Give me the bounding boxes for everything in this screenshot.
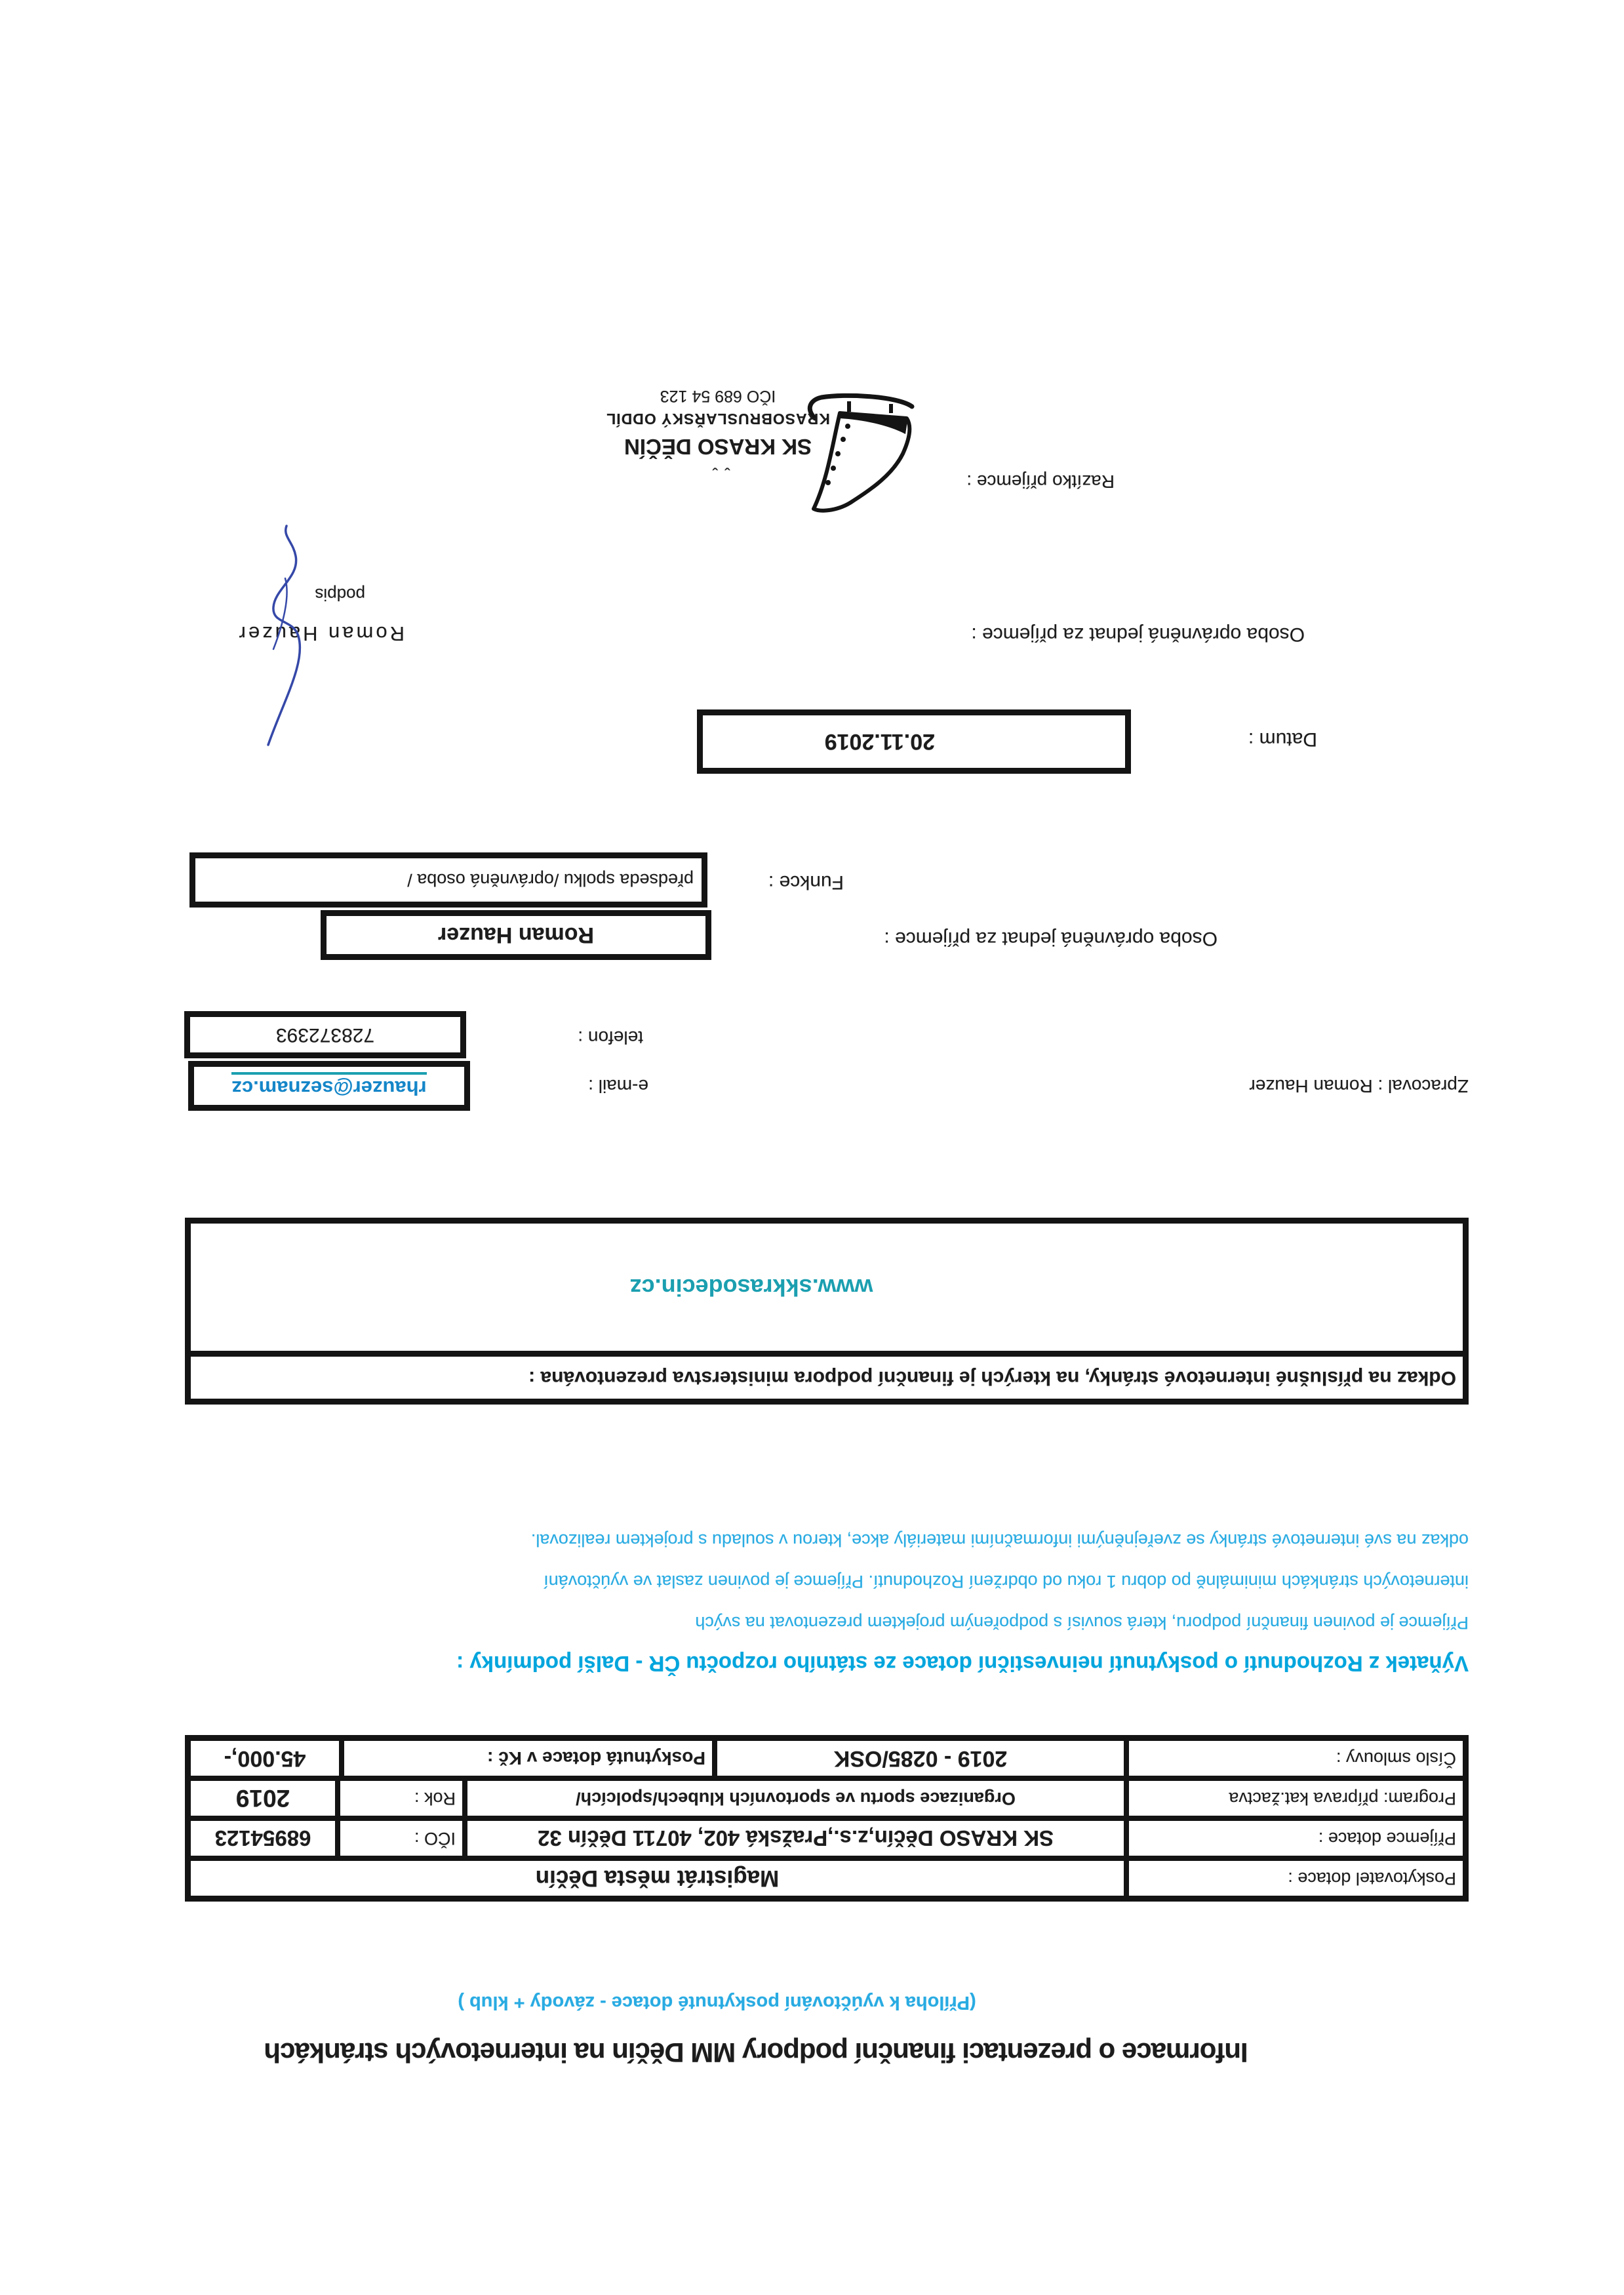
function-label: Funkce : bbox=[768, 871, 844, 893]
stamp-section-name: KRASOBRUSLAŘSKÝ ODDÍL bbox=[606, 410, 830, 428]
authorized-person-label: Osoba oprávněná jednat za příjemce : bbox=[884, 928, 1218, 949]
excerpt-line: internetových stránkách minimálně po dobru 1 roku od obdržení Rozhodnutí. Příjemce je povinen zaslat ve vyúčtování bbox=[544, 1572, 1469, 1591]
table-row bbox=[191, 1856, 1463, 1896]
date-label: Datum : bbox=[1248, 728, 1317, 750]
page-title: Informace o prezentaci finanční podpory MM Děčín na internetových stránkách bbox=[264, 2037, 1248, 2068]
phone-label: telefon : bbox=[578, 1028, 643, 1048]
stamp-club-name: SK KRASO DĚČÍN bbox=[624, 435, 812, 459]
recipient-label: Příjemce dotace : bbox=[1124, 1821, 1463, 1856]
email-field bbox=[188, 1061, 470, 1111]
prepared-by-label: Zpracoval : Roman Hauzer bbox=[1249, 1076, 1469, 1096]
excerpt-line: odkaz na své internetové stránky se zveřejněnými informačními materiály akce, kterou v souladu s projektem realizoval. bbox=[530, 1530, 1469, 1550]
email-label: e-mail : bbox=[588, 1076, 648, 1096]
excerpt-heading: Výňatek z Rozhodnutí o poskytnutí neinvestiční dotace ze státního rozpočtu ČR - Další podmínky : bbox=[456, 1652, 1469, 1676]
granted-amount-value: 45.000,- bbox=[224, 1746, 306, 1771]
signature-caption: podpis bbox=[315, 585, 365, 605]
page-subtitle: (Příloha k vyúčtování poskytnuté dotace - závody + klub ) bbox=[458, 1992, 976, 2013]
grant-info-table bbox=[185, 1735, 1469, 1902]
program-label: Program: příprava kat.žactva bbox=[1124, 1781, 1463, 1816]
table-row bbox=[191, 1741, 1463, 1776]
provider-label: Poskytovatel dotace : bbox=[1124, 1861, 1463, 1896]
year-label: Rok : bbox=[335, 1781, 462, 1816]
email-value: rhauzer@seznam.cz bbox=[231, 1072, 426, 1100]
year-value: 2019 bbox=[235, 1785, 290, 1812]
signature-person-name: Roman Hauzer bbox=[236, 622, 405, 645]
recipient-value: SK KRASO Děčín,z.s.,Pražská 402, 40711 Děčín 32 bbox=[462, 1821, 1124, 1856]
excerpt-line: Příjemce je povinen finanční podporu, která souvisí s podpořeným projektem prezentovat na svých bbox=[695, 1613, 1469, 1633]
provider-value: Magistrát města Děčín bbox=[535, 1866, 780, 1892]
granted-amount-label: Poskytnutá dotace v Kč : bbox=[339, 1741, 712, 1776]
stamp-caron-marks: ˇˇ bbox=[705, 454, 730, 473]
website-link-box bbox=[185, 1218, 1469, 1405]
contract-number-label: Číslo smlouvy : bbox=[1124, 1741, 1463, 1776]
table-row bbox=[191, 1816, 1463, 1856]
signature-person-label: Osoba oprávněná jednat za příjemce : bbox=[971, 624, 1305, 645]
table-row bbox=[191, 1776, 1463, 1816]
function-field: předseda spolku /oprávněná osoba / bbox=[189, 852, 707, 908]
authorized-person-field: Roman Hauzer bbox=[321, 910, 711, 960]
stamp-ico-number: IČO 689 54 123 bbox=[660, 387, 776, 405]
phone-field: 728372393 bbox=[184, 1011, 466, 1058]
website-url: www.skkrasodecin.cz bbox=[629, 1274, 873, 1301]
handwritten-signature bbox=[228, 525, 346, 748]
stamp-label: Razítko příjemce : bbox=[966, 471, 1115, 492]
date-field: 20.11.2019 bbox=[697, 709, 1131, 774]
contract-number-value: 2019 - 0285/OSK bbox=[712, 1741, 1124, 1776]
ico-value: 68954123 bbox=[214, 1826, 311, 1851]
ico-label: IČO : bbox=[335, 1821, 462, 1856]
program-value: Organizace sportu ve sportovních klubech/spolcích/ bbox=[462, 1781, 1124, 1816]
website-link-heading: Odkaz na příslušné internetové stránky, na kterých je finanční podpora ministerstva prezentována : bbox=[191, 1351, 1463, 1399]
